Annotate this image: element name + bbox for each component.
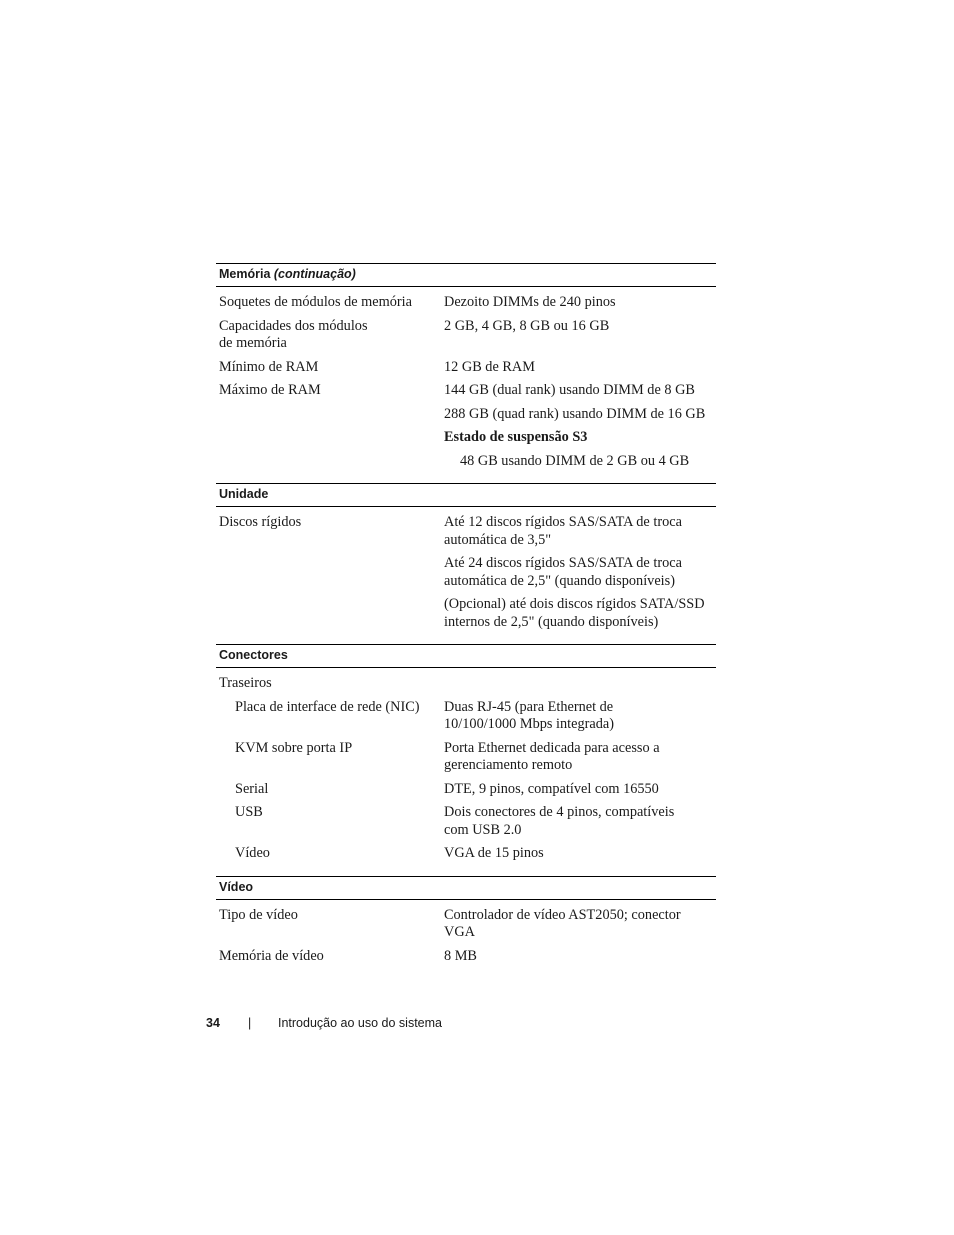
- spec-label: [216, 429, 441, 447]
- spec-row: [216, 377, 716, 401]
- section-title-suffix: (continuação): [273, 267, 356, 281]
- spec-label: Máximo de RAM: [219, 382, 321, 398]
- spec-value: Dois conectores de 4 pinos, compatíveis com USB 2.0: [444, 804, 675, 838]
- section-header-conectores: [216, 644, 716, 668]
- section-header-unidade: [216, 483, 716, 507]
- spec-label: [216, 596, 441, 631]
- section-header-memoria: [216, 263, 716, 287]
- section-body-conectores: [216, 668, 716, 876]
- spec-row: [216, 943, 716, 967]
- spec-value: Controlador de vídeo AST2050; conector VGA: [444, 906, 681, 940]
- spec-row: [216, 401, 716, 425]
- spec-value: Até 12 discos rígidos SAS/SATA de troca automática de 3,5": [444, 514, 682, 548]
- spec-label: Memória de vídeo: [219, 947, 324, 964]
- spec-value: 2 GB, 4 GB, 8 GB ou 16 GB: [444, 317, 610, 334]
- section-title: Vídeo: [219, 879, 254, 894]
- spec-value: Duas RJ-45 (para Ethernet de 10/100/1000 Mbps integrada): [444, 698, 614, 732]
- spec-row: [216, 840, 716, 864]
- spec-row: [216, 354, 716, 378]
- section-body-memoria: [216, 287, 716, 483]
- spec-label: Discos rígidos: [219, 514, 302, 530]
- spec-label: Mínimo de RAM: [219, 358, 319, 375]
- spec-value: 12 GB de RAM: [444, 358, 535, 375]
- spec-row: [216, 776, 716, 800]
- spec-row: [216, 591, 716, 632]
- spec-table: [216, 263, 716, 978]
- spec-value: Porta Ethernet dedicada para acesso a gerenciamento remoto: [444, 739, 660, 773]
- spec-row: [216, 289, 716, 313]
- spec-row: [216, 670, 716, 694]
- section-header-video: [216, 876, 716, 900]
- spec-label: Capacidades dos módulos de memória: [219, 317, 368, 351]
- section-title: Conectores: [219, 648, 288, 662]
- spec-row: [216, 550, 716, 591]
- spec-value: VGA de 15 pinos: [444, 845, 544, 861]
- spec-row: [216, 448, 716, 472]
- spec-value: 48 GB usando DIMM de 2 GB ou 4 GB: [460, 452, 690, 469]
- spec-label: Serial: [235, 780, 269, 797]
- spec-label: [216, 406, 441, 424]
- spec-label: Placa de interface de rede (NIC): [235, 698, 420, 715]
- spec-value: DTE, 9 pinos, compatível com 16550: [444, 780, 659, 797]
- section-title: Memória: [219, 267, 271, 281]
- spec-row: [216, 799, 716, 840]
- spec-label: USB: [235, 804, 263, 820]
- spec-row: [216, 509, 716, 550]
- spec-value: 8 MB: [444, 947, 477, 964]
- spec-row: [216, 735, 716, 776]
- spec-label: Tipo de vídeo: [219, 906, 298, 923]
- section-body-video: [216, 900, 716, 979]
- spec-row: [216, 313, 716, 354]
- spec-label: KVM sobre porta IP: [235, 739, 353, 756]
- footer-title: Introdução ao uso do sistema: [278, 1016, 442, 1030]
- spec-label: Vídeo: [235, 845, 270, 861]
- spec-value: [441, 675, 716, 693]
- spec-value: Até 24 discos rígidos SAS/SATA de troca automática de 2,5" (quando disponíveis): [444, 555, 682, 589]
- spec-row: [216, 694, 716, 735]
- spec-label: Traseiros: [219, 675, 272, 691]
- spec-value: Dezoito DIMMs de 240 pinos: [444, 294, 616, 310]
- spec-value: 144 GB (dual rank) usando DIMM de 8 GB: [444, 382, 695, 398]
- spec-label: Soquetes de módulos de memória: [219, 294, 412, 310]
- footer-separator: |: [248, 1016, 252, 1030]
- spec-label: [216, 453, 441, 471]
- spec-label: [216, 555, 441, 590]
- section-body-unidade: [216, 507, 716, 644]
- spec-value: (Opcional) até dois discos rígidos SATA/SSD internos de 2,5" (quando disponíveis): [444, 596, 705, 630]
- page-number: 34: [206, 1016, 220, 1030]
- spec-value: 288 GB (quad rank) usando DIMM de 16 GB: [444, 405, 706, 422]
- section-title: Unidade: [219, 487, 269, 501]
- spec-row: [216, 902, 716, 943]
- spec-subheading: Estado de suspensão S3: [444, 429, 588, 445]
- spec-row: [216, 424, 716, 448]
